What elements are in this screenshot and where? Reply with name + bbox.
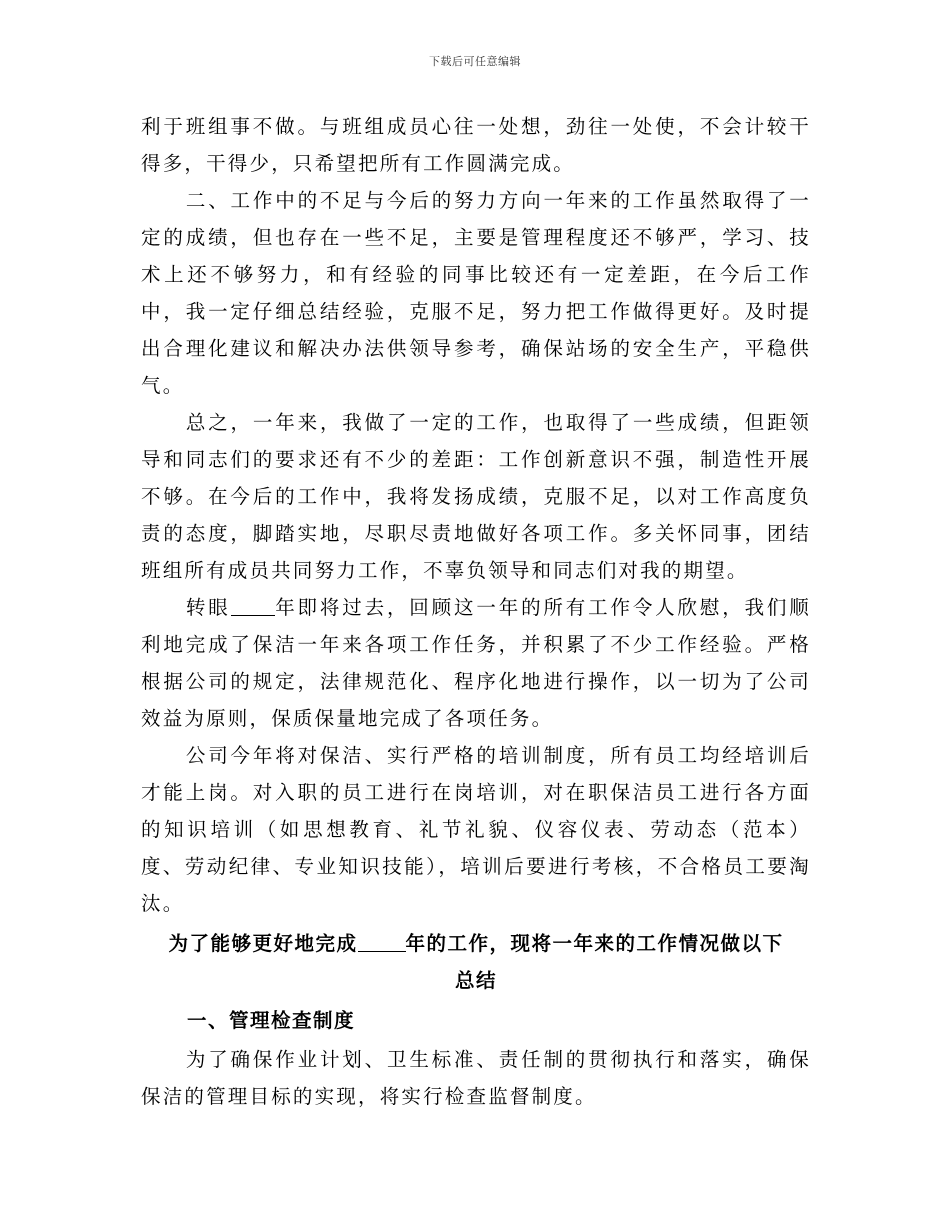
summary-title [141,925,811,999]
year-blank [231,597,275,616]
paragraph-1: 利于班组事不做。与班组成员心往一处想，劲往一处使，不会计较干得多，干得少，只希望把所有工作圆满完成。 [141,115,811,175]
paragraph-4 [141,589,811,737]
paragraph-2: 二、工作中的不足与今后的努力方向一年来的工作虽然取得了一定的成绩，但也存在一些不足，主要是管理程度还不够严，学习、技术上还不够努力，和有经验的同事比较还有一定差距，在今后工作中，我一定仔细总结经验，克服不足，努力把工作做得更好。及时提出合理化建议和解决办法供领导参考，确保站场的安全生产，平稳供气。 [141,189,811,397]
page-header: 下载后可任意编辑 [429,55,521,68]
paragraph-3: 总之，一年来，我做了一定的工作，也取得了一些成绩，但距领导和同志们的要求还有不少的差距：工作创新意识不强，制造性开展不够。在今后的工作中，我将发扬成绩，克服不足，以对工作高度负责的态度，脚踏实地，尽职尽责地做好各项工作。多关怀同事，团结班组所有成员共同努力工作，不辜负领导和同志们对我的期望。 [141,411,811,582]
paragraph-4-rest: 年即将过去，回顾这一年的所有工作令人欣慰，我们顺利地完成了保洁一年来各项工作任务，并积累了不少工作经验。严格根据公司的规定，法律规范化、程序化地进行操作，以一切为了公司效益为原则，保质保量地完成了各项任务。 [141,596,811,730]
title-year-blank [358,933,406,952]
paragraph-5: 公司今年将对保洁、实行严格的培训制度，所有员工均经培训后才能上岗。对入职的员工进行在岗培训，对在职保洁员工进行各方面的知识培训（如思想教育、礼节礼貌、仪容仪表、劳动态（范本）度、劳动纪律、专业知识技能），培训后要进行考核，不合格员工要淘汰。 [141,744,811,915]
paragraph-4-start: 转眼 [185,596,231,619]
summary-title-rest: 年的工作，现将一年来的工作情况做以下 [405,932,784,955]
summary-title-start: 为了能够更好地完成 [168,932,358,955]
paragraph-6: 为了确保作业计划、卫生标准、责任制的贯彻执行和落实，确保保洁的管理目标的实现，将实行检查监督制度。 [141,1048,811,1108]
document-body [141,108,811,1115]
summary-title-line2: 总结 [454,969,497,992]
section-heading: 一、管理检查制度 [187,1009,356,1032]
